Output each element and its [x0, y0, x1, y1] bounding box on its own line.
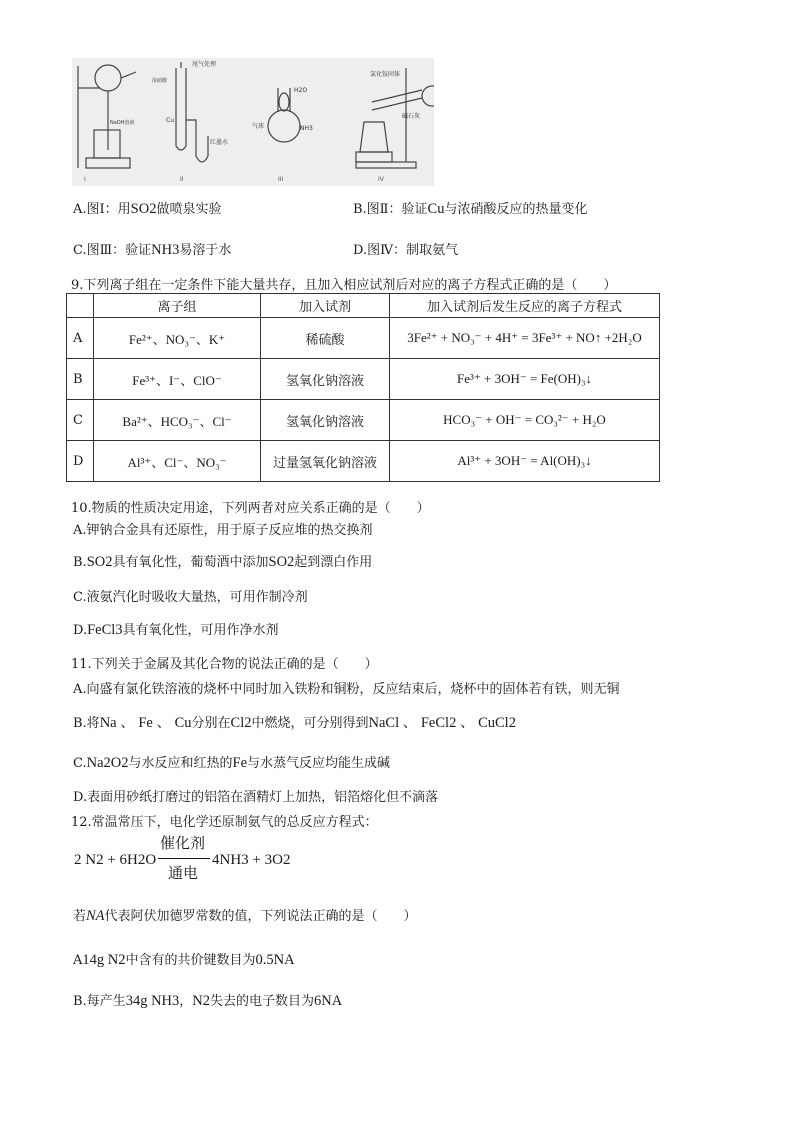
label-cu: Cu — [166, 117, 174, 124]
eq-arrow-line — [158, 858, 210, 859]
figure-caption-iii: III — [278, 176, 284, 183]
q12-question: 若NA代表阿伏加德罗常数的值，下列说法正确的是（ ） — [73, 908, 417, 924]
row-ions: Fe²⁺、NO₃⁻、K⁺ — [94, 318, 261, 359]
eq-right: 4NH3 + 3O2 — [212, 852, 291, 868]
row-equation: HCO₃⁻ + OH⁻ = CO₃²⁻ + H₂O — [390, 400, 660, 441]
q8-option-c[interactable]: C.图Ⅲ：验证NH3易溶于水 — [73, 242, 232, 258]
header-label — [67, 294, 94, 318]
q10-option-b[interactable]: B.SO2具有氧化性，葡萄酒中添加SO2起到漂白作用 — [73, 554, 373, 570]
row-equation: Fe³⁺ + 3OH⁻ = Fe(OH)₃↓ — [390, 359, 660, 400]
figure-caption-i: I — [84, 176, 86, 183]
q11-stem: 11.下列关于金属及其化合物的说法正确的是（ ） — [71, 657, 378, 672]
row-reagent: 氢氧化钠溶液 — [261, 400, 390, 441]
figure-caption-ii: II — [180, 176, 184, 183]
q12-option-b[interactable]: B.每产生34g NH3，N2失去的电子数目为6NA — [73, 993, 343, 1009]
label-soda-lime: 碱石灰 — [402, 113, 421, 120]
label-balloon: 气球 — [252, 123, 265, 130]
row-ions: Fe³⁺、I⁻、ClO⁻ — [94, 359, 261, 400]
row-ions: Al³⁺、Cl⁻、NO₃⁻ — [94, 441, 261, 482]
q8-option-a[interactable]: A.图Ⅰ：用SO2做喷泉实验 — [73, 201, 222, 217]
q10-option-d[interactable]: D.FeCl3具有氧化性，可用作净水剂 — [73, 622, 279, 638]
apparatus-drawing — [72, 58, 434, 186]
row-label: B — [67, 359, 94, 400]
q12-stem: 12.常温常压下，电化学还原制氨气的总反应方程式： — [71, 815, 378, 830]
q9-table — [66, 293, 660, 482]
row-ions: Ba²⁺、HCO₃⁻、Cl⁻ — [94, 400, 261, 441]
header-ions: 离子组 — [94, 294, 261, 318]
label-conc-hno3: 浓硝酸 — [152, 78, 168, 84]
label-h2o: H2O — [294, 87, 308, 94]
row-label: D — [67, 441, 94, 482]
row-label: A — [67, 318, 94, 359]
table-row[interactable] — [67, 441, 660, 482]
q11-option-a[interactable]: A.向盛有氯化铁溶液的烧杯中同时加入铁粉和铜粉，反应结束后，烧杯中的固体若有铁，则无铜 — [73, 682, 620, 697]
label-tail-gas: 尾气处理 — [192, 61, 217, 68]
table-row[interactable] — [67, 318, 660, 359]
label-nh4cl: 氯化铵固体 — [370, 71, 401, 78]
header-reagent: 加入试剂 — [261, 294, 390, 318]
label-red-ink: 红墨水 — [210, 139, 229, 146]
row-reagent: 稀硫酸 — [261, 318, 390, 359]
table-header-row — [67, 294, 660, 318]
q8-option-b[interactable]: B.图Ⅱ：验证Cu与浓硝酸反应的热量变化 — [353, 201, 588, 217]
row-equation: 3Fe²⁺ + NO₃⁻ + 4H⁺ = 3Fe³⁺ + NO↑ +2H₂O — [390, 318, 660, 359]
q12-option-a[interactable]: A14g N2中含有的共价键数目为0.5NA — [73, 952, 295, 968]
apparatus-figure — [72, 58, 434, 186]
table-row[interactable] — [67, 359, 660, 400]
q8-option-d[interactable]: D.图Ⅳ：制取氨气 — [353, 243, 459, 258]
row-reagent: 过量氢氧化钠溶液 — [261, 441, 390, 482]
q10-option-a[interactable]: A.钾钠合金具有还原性，用于原子反应堆的热交换剂 — [73, 523, 373, 538]
label-naoh: NaOH溶液 — [110, 120, 135, 126]
eq-catalyst: 催化剂 — [160, 834, 206, 852]
row-label: C — [67, 400, 94, 441]
eq-condition: 通电 — [168, 864, 199, 882]
q10-stem: 10.物质的性质决定用途，下列两者对应关系正确的是（ ） — [71, 501, 430, 516]
q11-option-c[interactable]: C.Na2O2与水反应和红热的Fe与水蒸气反应均能生成碱 — [73, 755, 391, 771]
q9-stem: 9.下列离子组在一定条件下能大量共存，且加入相应试剂后对应的离子方程式正确的是（ ） — [71, 278, 617, 293]
q10-option-c[interactable]: C.液氨汽化时吸收大量热，可用作制冷剂 — [73, 590, 308, 605]
table-row[interactable] — [67, 400, 660, 441]
q11-option-b[interactable]: B.将Na 、 Fe 、 Cu分别在Cl2中燃烧，可分别得到NaCl 、 FeCl2 、 CuCl2 — [73, 715, 516, 731]
row-equation: Al³⁺ + 3OH⁻ = Al(OH)₃↓ — [390, 441, 660, 482]
figure-caption-iv: IV — [378, 176, 384, 183]
q11-option-d[interactable]: D.表面用砂纸打磨过的铝箔在酒精灯上加热，铝箔熔化但不滴落 — [73, 790, 439, 805]
header-equation: 加入试剂后发生反应的离子方程式 — [390, 294, 660, 318]
eq-left: 2 N2 + 6H2O — [74, 852, 157, 868]
row-reagent: 氢氧化钠溶液 — [261, 359, 390, 400]
label-nh3: NH3 — [300, 125, 313, 132]
